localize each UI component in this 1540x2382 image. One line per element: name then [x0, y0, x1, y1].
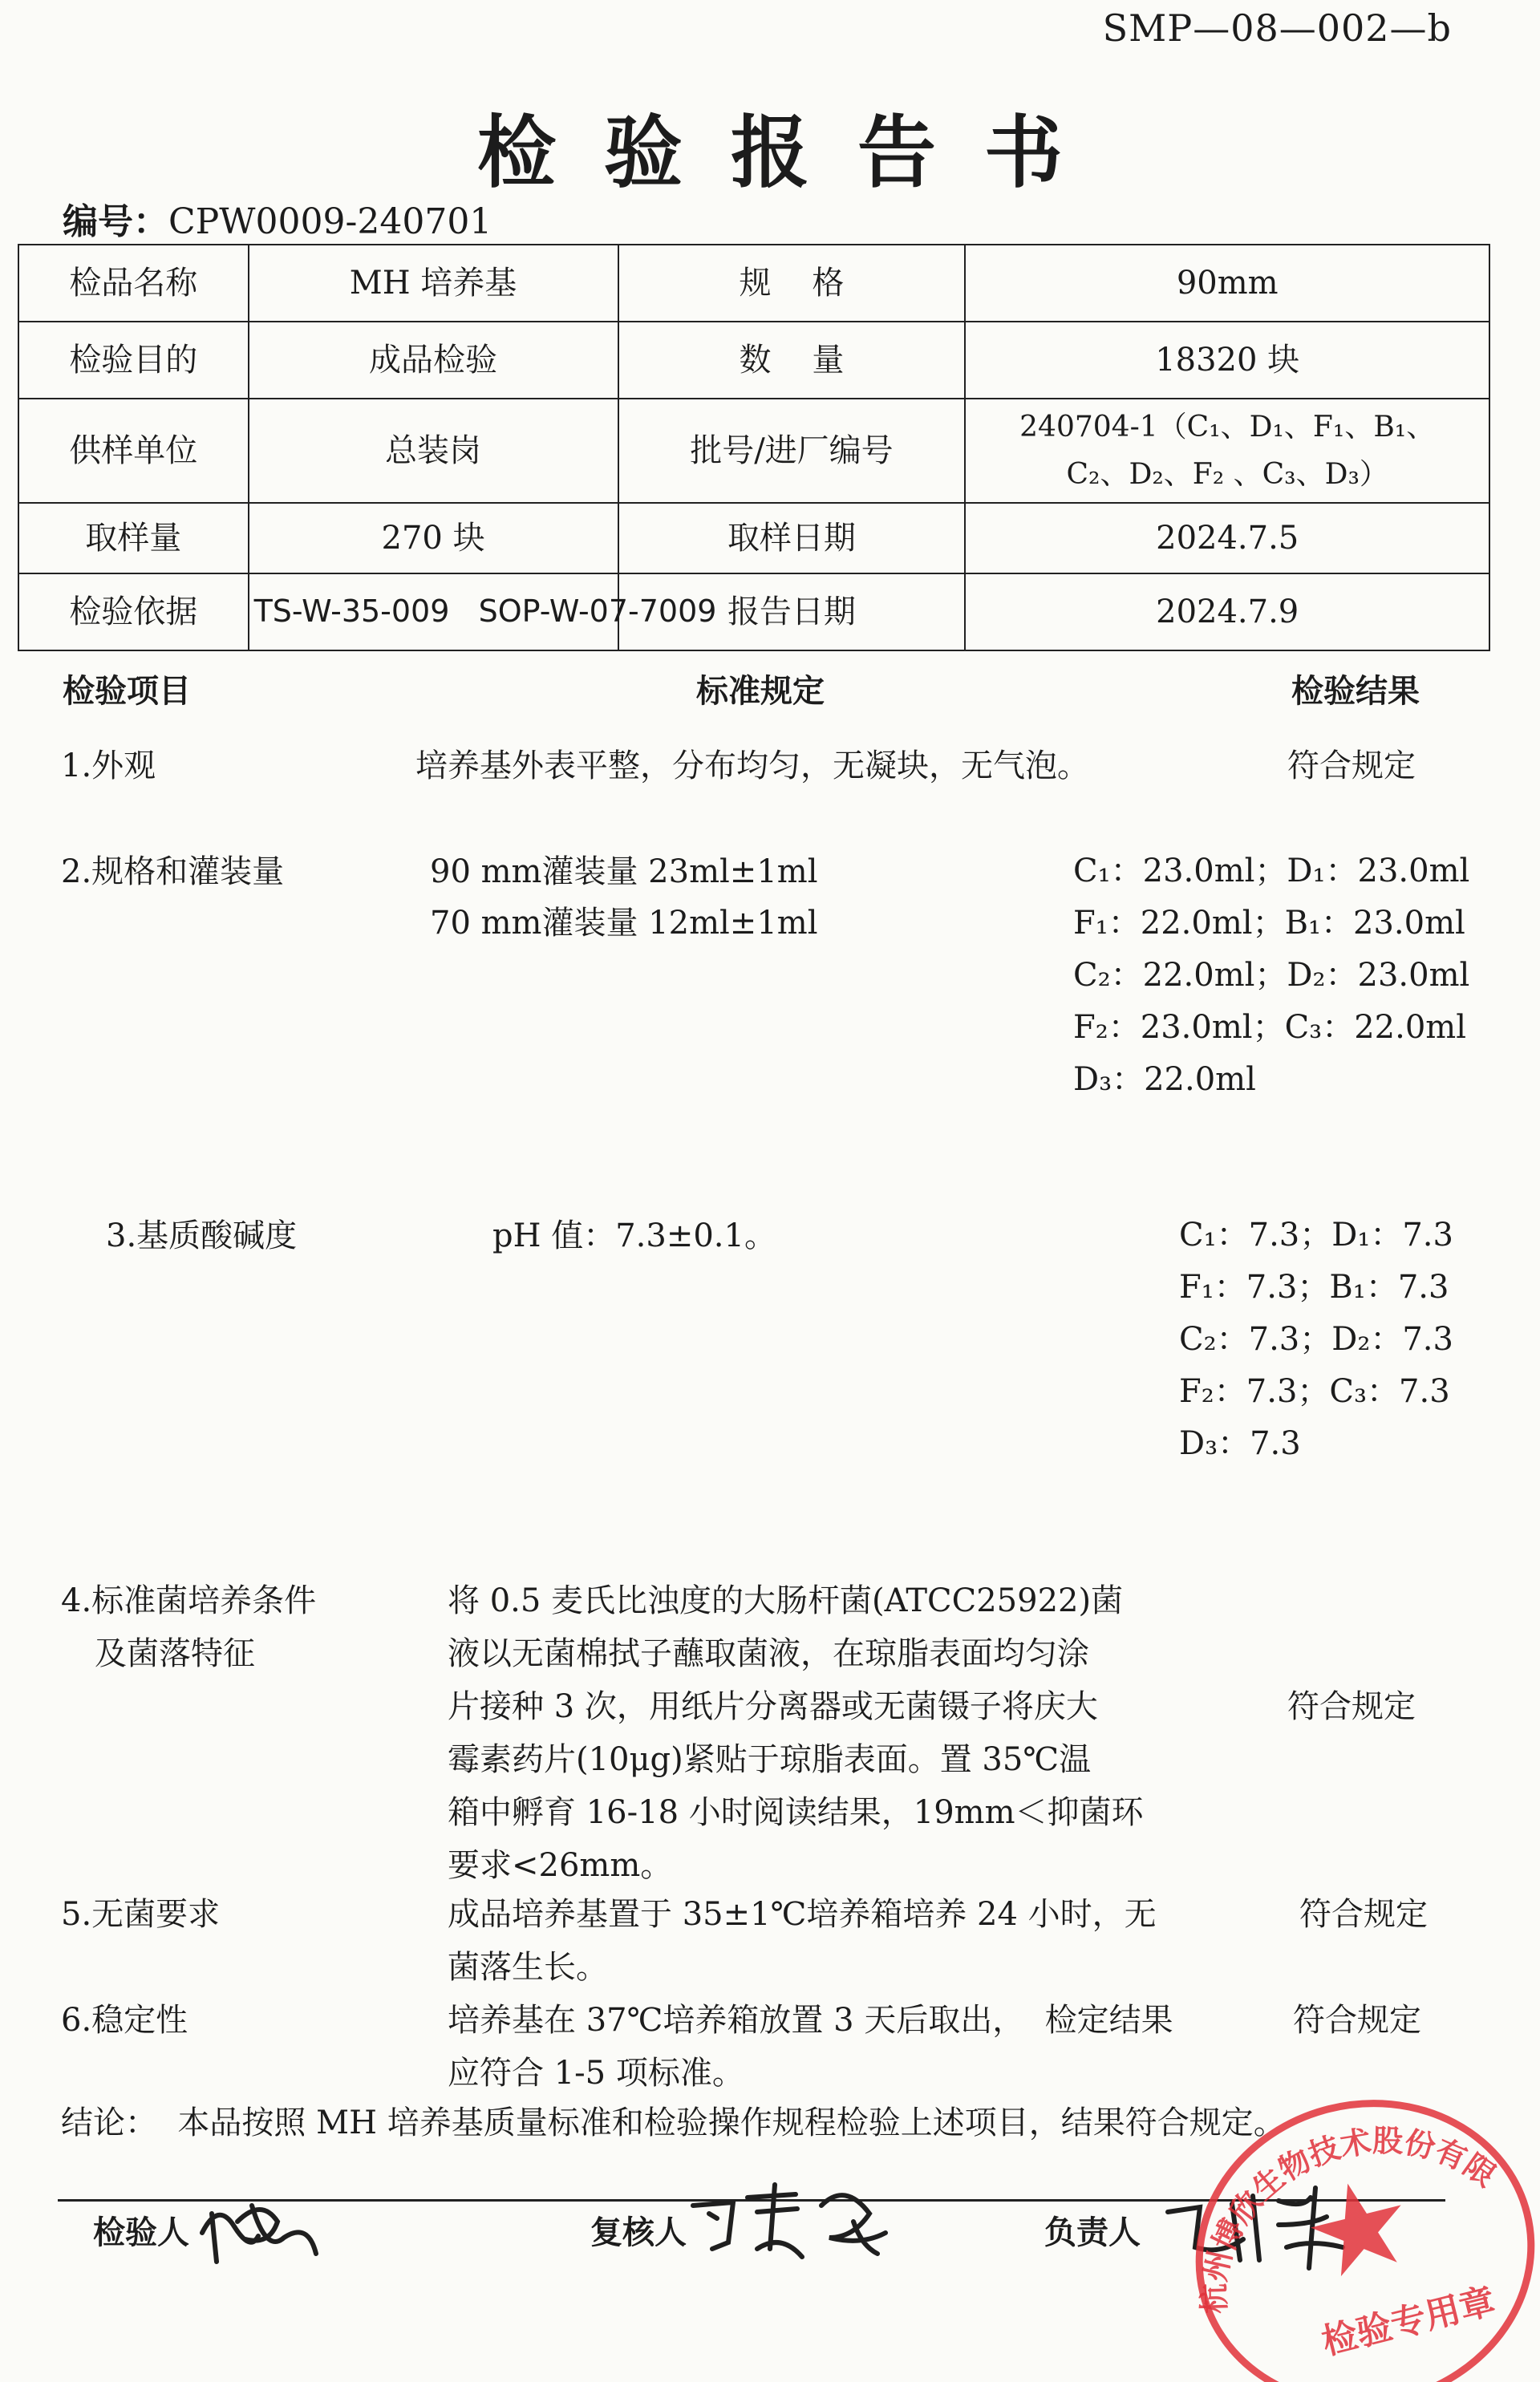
sterility-line-1: 成品培养基置于 35±1℃培养箱培养 24 小时，无	[448, 1896, 1157, 1933]
table-row	[18, 399, 1489, 503]
purpose-value: 成品检验	[249, 322, 618, 399]
batch-line-1: 240704-1（C₁、D₁、F₁、B₁、	[1019, 410, 1436, 444]
sterility-line-2: 菌落生长。	[448, 1949, 608, 1986]
table-row	[18, 573, 1489, 650]
item-culture-label-2: 及菌落特征	[95, 1635, 255, 1672]
item-filling-result-3: C₂：22.0ml；D₂：23.0ml	[1073, 957, 1470, 994]
culture-line-3: 片接种 3 次，用纸片分离器或无菌镊子将庆大	[448, 1688, 1098, 1725]
item-filling-result-2: F₁：22.0ml；B₁：23.0ml	[1073, 905, 1465, 942]
item-sterility-result: 符合规定	[1299, 1896, 1428, 1933]
product-name-label: 检品名称	[18, 245, 249, 322]
quantity-label: 数 量	[618, 322, 966, 399]
item-sterility-label: 5.无菌要求	[61, 1896, 221, 1933]
item-sterility-standard	[448, 1888, 1218, 1994]
basis-label: 检验依据	[18, 573, 249, 650]
quantity-value: 18320 块	[965, 322, 1489, 399]
responsible-label: 负责人	[1044, 2214, 1141, 2251]
culture-line-2: 液以无菌棉拭子蘸取菌液，在琼脂表面均匀涂	[448, 1635, 1089, 1672]
culture-line-4: 霉素药片(10μg)紧贴于琼脂表面。置 35℃温	[448, 1741, 1092, 1778]
report-date-label: 报告日期	[618, 573, 966, 650]
seal-text-bottom: 检验专用章	[1318, 2280, 1500, 2364]
item-stability-result: 符合规定	[1293, 2002, 1421, 2039]
info-table	[18, 244, 1490, 651]
item-ph-result-3: C₂：7.3；D₂：7.3	[1179, 1321, 1453, 1358]
culture-line-6: 要求<26mm。	[448, 1847, 673, 1884]
supplier-value: 总装岗	[249, 399, 618, 503]
item-filling-result-4: F₂：23.0ml；C₃：22.0ml	[1073, 1009, 1466, 1046]
product-name-value: MH 培养基	[249, 245, 618, 322]
supplier-label: 供样单位	[18, 399, 249, 503]
conclusion: 结论： 本品按照 MH 培养基质量标准和检验操作规程检验上述项目，结果符合规定。	[61, 2105, 1286, 2141]
item-stability-standard	[448, 1994, 1234, 2100]
stability-line-2: 应符合 1-5 项标准。	[448, 2055, 744, 2092]
item-filling-result-5: D₃：22.0ml	[1073, 1061, 1256, 1098]
serial-number	[63, 192, 492, 244]
header-result: 检验结果	[1291, 672, 1420, 710]
item-ph-standard: pH 值：7.3±0.1。	[492, 1217, 776, 1254]
item-stability-label: 6.稳定性	[61, 2002, 188, 2039]
reviewer-signature	[685, 2173, 894, 2286]
serial-label: 编号：	[63, 201, 168, 242]
report-date-value: 2024.7.9	[965, 573, 1489, 650]
item-ph-label: 3.基质酸碱度	[106, 1217, 298, 1254]
basis-value: TS-W-35-009 SOP-W-07-7009	[249, 573, 618, 650]
spec-label: 规 格	[618, 245, 966, 322]
inspector-label: 检验人	[93, 2214, 189, 2251]
table-row	[18, 245, 1489, 322]
item-ph-result-5: D₃：7.3	[1179, 1425, 1301, 1462]
item-filling-result-1: C₁：23.0ml；D₁：23.0ml	[1073, 853, 1470, 889]
header-item: 检验项目	[63, 672, 191, 710]
item-appearance-result: 符合规定	[1287, 747, 1416, 784]
item-ph-result-1: C₁：7.3；D₁：7.3	[1179, 1217, 1453, 1254]
table-row	[18, 322, 1489, 399]
culture-line-5: 箱中孵育 16-18 小时阅读结果，19mm＜抑菌环	[448, 1794, 1144, 1831]
item-culture-result: 符合规定	[1287, 1688, 1416, 1725]
sample-date-value: 2024.7.5	[965, 503, 1489, 573]
item-ph-result-4: F₂：7.3；C₃：7.3	[1179, 1373, 1450, 1410]
purpose-label: 检验目的	[18, 322, 249, 399]
item-filling-label: 2.规格和灌装量	[61, 853, 285, 890]
stability-line-1: 培养基在 37℃培养箱放置 3 天后取出， 检定结果	[448, 2002, 1173, 2039]
item-culture-label-1: 4.标准菌培养条件	[61, 1582, 317, 1619]
document-code: SMP—08—002—b	[1102, 6, 1452, 50]
sample-qty-value: 270 块	[249, 503, 618, 573]
culture-line-1: 将 0.5 麦氏比浊度的大肠杆菌(ATCC25922)菌	[448, 1582, 1124, 1619]
batch-line-2: C₂、D₂、F₂ 、C₃、D₃）	[1066, 458, 1388, 491]
company-seal-stamp	[1139, 2053, 1540, 2382]
item-filling-standard-2: 70 mm灌装量 12ml±1ml	[430, 905, 818, 942]
table-row	[18, 503, 1489, 573]
item-culture-standard	[448, 1574, 1169, 1892]
sample-date-label: 取样日期	[618, 503, 966, 573]
item-appearance-label: 1.外观	[61, 747, 156, 784]
inspector-signature	[196, 2190, 324, 2278]
seal-text-arc: 杭州博欣生物技术股份有限公司	[1195, 2122, 1503, 2315]
sample-qty-label: 取样量	[18, 503, 249, 573]
spec-value: 90mm	[965, 245, 1489, 322]
batch-label: 批号/进厂编号	[618, 399, 966, 503]
serial-value: CPW0009-240701	[168, 201, 492, 242]
header-standard: 标准规定	[696, 672, 825, 710]
page-title: 检验报告书	[476, 107, 1111, 199]
item-ph-result-2: F₁：7.3；B₁：7.3	[1179, 1269, 1449, 1306]
batch-value	[965, 399, 1489, 503]
item-appearance-standard: 培养基外表平整，分布均匀，无凝块，无气泡。	[415, 747, 1089, 784]
reviewer-label: 复核人	[590, 2214, 687, 2251]
item-filling-standard-1: 90 mm灌装量 23ml±1ml	[430, 853, 818, 890]
